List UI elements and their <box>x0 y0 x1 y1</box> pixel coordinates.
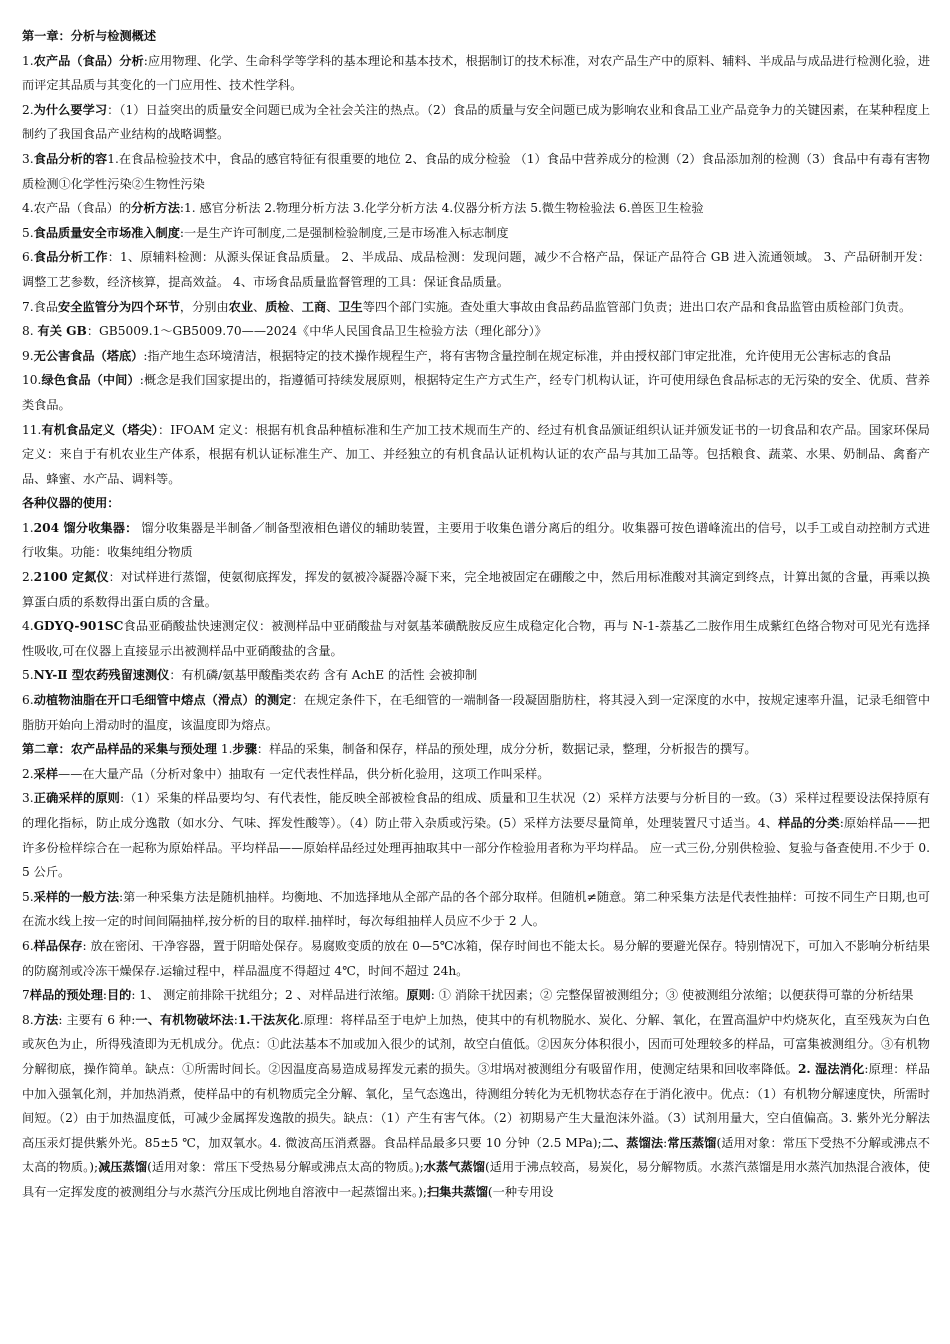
text-run: ：有机磷/氨基甲酸酯类农药 含有 AchE 的活性 会被抑制 <box>169 668 478 683</box>
bold-term: 食品分析的容 <box>33 151 108 166</box>
bold-term: 为什么要学习 <box>33 102 108 117</box>
bold-term: 扫集共蒸馏 <box>426 1184 488 1199</box>
bold-term: 水蒸气蒸馏 <box>423 1160 485 1175</box>
bold-term: 采样的一般方法 <box>33 889 120 904</box>
text-run: ：IFOAM 定义：根据有机食品种植标准和生产加工技术规而生产的、经过有机食品颁证组织认证并颁发证书的一切食品和农产品。国家环保局定义：来自于有机农业生产体系，根据有机认证标准生产、加工、并经独立的有机食品认证机构认证的农产品与其加工品等。包括粮食、蔬菜、水果、奶制品、禽畜产品、蜂蜜、水产品、调料等。 <box>22 422 930 486</box>
paragraph <box>22 688 930 737</box>
paragraph <box>22 295 930 320</box>
text-run: ：GB5009.1～GB5009.70——2024《中华人民国食品卫生检验方法（理化部分）》 <box>86 324 547 339</box>
text-run: 食品亚硝酸盐快速测定仪：被测样品中亚硝酸盐与对氨基苯磺酰胺反应生成稳定化合物，再与 N-1-萘基乙二胺作用生成紫红色络合物对可见光有选择性吸收,可在仪器上直接显示出被测样品中亚硝酸盐的含量。 <box>22 619 930 658</box>
bold-term: 有机食品定义（塔尖） <box>41 422 159 437</box>
bold-term: 目的 <box>107 988 132 1003</box>
text-run: 2. <box>22 570 34 585</box>
bold-term: 各种仪器的使用： <box>22 496 120 511</box>
bold-term: 无公害食品（塔底） <box>33 348 144 363</box>
text-run: 3. <box>22 791 34 806</box>
paragraph <box>22 1008 930 1205</box>
text-run: : 主要有 6 种: <box>58 1012 136 1027</box>
bold-term: 样品的预处理 <box>29 988 103 1003</box>
text-run: ：在规定条件下，在毛细管的一端制备一段凝固脂肪柱，将其浸入到一定深度的水中，按规定速率升温，记录毛细管中脂肪开始向上滑动时的温度，该温度即为熔点。 <box>22 693 931 732</box>
text-run: 10. <box>22 373 42 388</box>
text-run: 5. <box>22 889 34 904</box>
text-run: :第一种采集方法是随机抽样。均衡地、不加选择地从全部产品的各个部分取样。但随机≠随意。第二种采集方法是代表性抽样：可按不同生产日期,也可在流水线上按一定的时间间隔抽样,按分析的目的取样.抽样时，每次每组抽样人员应不少于 2 人。 <box>22 889 930 929</box>
text-run: 馏分收集器是半制备／制备型液相色谱仪的辅助装置，主要用于收集色谱分离后的组分。收集器可按色谱峰流出的信号，以手工或自动控制方式进行收集。功能：收集纯组分物质 <box>22 520 930 560</box>
text-run: :概念是我们国家提出的，指遵循可持续发展原则，根据特定生产方式生产，经专门机构认证，许可使用绿色食品标志的无污染的安全、优质、营养类食品。 <box>22 373 931 412</box>
paragraph <box>22 98 930 147</box>
bold-term: 农业 <box>228 299 254 314</box>
text-run: 1. <box>217 742 233 757</box>
bold-term: 正确采样的原则 <box>33 791 120 806</box>
bold-term: 一、有机物破坏法 <box>135 1012 234 1027</box>
bold-term: GDYQ-901SC <box>33 619 124 634</box>
bold-term: 分析方法 <box>131 201 180 216</box>
document-page <box>22 24 930 1205</box>
text-run: : 1、 测定前排除干扰组分；2 、对样品进行浓缩。 <box>131 988 407 1003</box>
text-run: 11. <box>22 422 42 437</box>
paragraph <box>22 147 930 196</box>
text-run: 1. <box>22 53 34 68</box>
bold-term: 204 馏分收集器： <box>33 520 138 535</box>
text-run: :（1）采集的样品要均匀、有代表性，能反映全部被检食品的组成、质量和卫生状况（2）采样方法要与分析目的一致。（3）采样过程要设法保持原有的理化指标，防止成分逸散（如水分、气味、挥发性酸等）。（4）防止带入杂质或污染。(5）采样方法要尽量简单，处理装置尺寸适当。4、 <box>22 791 930 830</box>
paragraph <box>22 49 930 98</box>
document-body <box>22 49 930 1205</box>
text-run: 7.食品 <box>22 299 59 314</box>
paragraph <box>22 245 930 294</box>
text-run: 8. <box>22 1012 34 1027</box>
text-run: 7 <box>22 988 30 1003</box>
text-run: : <box>102 988 107 1003</box>
text-run: : 放在密闭、干净容器，置于阴暗处保存。易腐败变质的放在 0—5℃冰箱，保存时间也不能太长。易分解的要避光保存。特别情况下，可加入不影响分析结果的防腐剂或冷冻干燥保存.运输过程中，样品温度不得超过 4℃，时间不超过 24h。 <box>22 938 930 978</box>
text-run: (一种专用设 <box>487 1184 554 1199</box>
text-run: 2. <box>22 102 34 117</box>
text-run: ：（1）日益突出的质量安全问题已成为全社会关注的热点。（2）食品的质量与安全问题已成为影响农业和食品工业产品竞争力的关键因素，在某种程度上制约了我国食品产业结构的战略调整。 <box>22 102 931 142</box>
paragraph <box>22 663 930 688</box>
text-run: :原始样品——把许多份检样综合在一起称为原始样品。平均样品——原始样品经过处理再抽取其中一部分作检验用者称为平均样品。 应一式三份,分别供检验、复验与备查使用.不少于 0.5 公斤。 <box>22 816 930 880</box>
text-run: 5. <box>22 225 34 240</box>
text-run: 、 <box>253 299 266 314</box>
text-run: 4.农产品（食品）的 <box>22 201 132 216</box>
paragraph <box>22 196 930 221</box>
text-run: ，分别由 <box>179 299 229 314</box>
bold-term: 常压蒸馏 <box>667 1135 717 1150</box>
bold-term: 卫生 <box>338 299 363 314</box>
text-run: 6. <box>22 250 34 265</box>
text-run: : <box>663 1135 668 1150</box>
text-run: 5. <box>22 668 34 683</box>
paragraph <box>22 319 930 344</box>
bold-term: 绿色食品（中间） <box>41 373 140 388</box>
bold-term: 第二章：农产品样品的采集与预处理 <box>22 742 217 757</box>
text-run: :指产地生态环境清洁，根据特定的技术操作规程生产，将有害物含量控制在规定标准，并由授权部门审定批准，允许使用无公害标志的食品 <box>143 348 891 363</box>
bold-term: 食品质量安全市场准入制度 <box>33 225 180 240</box>
text-run: :一是生产许可制度,二是强制检验制度,三是市场准入标志制度 <box>179 225 509 240</box>
text-run: .原理：将样品至于电炉上加热，使其中的有机物脱水、炭化、分解、氧化，在置高温炉中灼烧灰化，直至残灰为白色或灰色为止，所得残渣即为无机成分。优点：①此法基本不加或加入很少的试剂，故空白值低。②因灰分体积很小，因而可处理较多的样品，可富集被测组分。③有机物分解彻底，操作简单。缺点：①所需时间长。②因温度高易造成易挥发元素的损失。③坩埚对被测组分有吸留作用，使测定结果和回收率降低。 <box>22 1012 931 1076</box>
text-run: 1. <box>22 520 34 535</box>
text-run: 9. <box>22 348 34 363</box>
paragraph <box>22 344 930 369</box>
paragraph <box>22 368 930 417</box>
text-run: 1.在食品检验技术中，食品的感官特征有很重要的地位 2、食品的成分检验 （1）食品中营养成分的检测（2）食品添加剂的检测（3）食品中有毒有害物质检测①化学性污染②生物性污染 <box>22 151 930 191</box>
text-run: : <box>233 1012 238 1027</box>
bold-term: 农产品（食品）分析 <box>33 53 144 68</box>
text-run: 6. <box>22 938 34 953</box>
text-run: 8. <box>22 324 38 339</box>
bold-term: 采样 <box>33 766 59 781</box>
bold-term: 方法 <box>33 1012 59 1027</box>
text-run: 3. <box>22 151 34 166</box>
bold-term: 动植物油脂在开口毛细管中熔点（滑点）的测定 <box>33 693 292 708</box>
text-run: 2. <box>22 766 34 781</box>
bold-term: 安全监管分为四个环节 <box>58 299 180 314</box>
paragraph <box>22 221 930 246</box>
text-run: 、 <box>289 299 302 314</box>
text-run: ：1、原辅料检测：从源头保证食品质量。 2、半成品、成品检测：发现问题，减少不合格产品，保证产品符合 GB 进入流通领域。 3、产品研制开发：调整工艺参数，经济核算，提高效益。 4、市场食品质量监督管理的工具：保证食品质量。 <box>22 250 931 289</box>
bold-term: 样品的分类 <box>778 816 840 830</box>
paragraph <box>22 565 930 614</box>
paragraph <box>22 934 930 983</box>
bold-term: NY-Ⅱ 型农药残留速测仪 <box>33 668 170 683</box>
text-run: (适用对象：常压下受热不分解或沸点不太高的物质。); <box>22 1135 930 1175</box>
paragraph <box>22 983 930 1008</box>
bold-term: 有关 GB <box>37 324 87 339</box>
paragraph <box>22 786 930 884</box>
bold-term: 食品分析工作 <box>33 250 108 265</box>
text-run: ：样品的采集，制备和保存，样品的预处理，成分分析，数据记录，整理，分析报告的撰写。 <box>256 742 757 757</box>
bold-term: 原则 <box>406 988 431 1003</box>
paragraph <box>22 614 930 663</box>
text-run: 等四个部门实施。查处重大事故由食品药品监管部门负责；进出口农产品和食品监管由质检部门负责。 <box>362 299 912 314</box>
text-run: : ① 消除干扰因素；② 完整保留被测组分；③ 使被测组分浓缩；以便获得可靠的分析结果 <box>430 988 914 1003</box>
text-run: :应用物理、化学、生命科学等学科的基本理论和基本技术，根据制订的技术标准，对农产品生产中的原料、辅料、半成品与成品进行检测化验，进而评定其品质与其变化的一门应用性、技术性学科。 <box>22 53 931 93</box>
bold-term: 1.干法灰化 <box>237 1012 300 1027</box>
chapter-title: 第一章：分析与检测概述 <box>22 29 157 43</box>
text-run: (适用对象：常压下受热易分解或沸点太高的物质。); <box>147 1160 424 1175</box>
bold-term: 2100 定氮仪 <box>33 570 109 585</box>
bold-term: 二、蒸馏法 <box>601 1135 664 1150</box>
paragraph <box>22 762 930 787</box>
bold-term: 样品保存 <box>33 938 83 953</box>
paragraph <box>22 737 930 762</box>
text-run: :1. 感官分析法 2.物理分析方法 3.化学分析方法 4.仪器分析方法 5.微生物检验法 6.兽医卫生检验 <box>179 201 704 216</box>
bold-term: 步骤 <box>232 742 257 757</box>
bold-term: 质检 <box>265 299 290 314</box>
text-run: 4. <box>22 619 34 634</box>
text-run: 、 <box>326 299 339 314</box>
paragraph <box>22 885 930 934</box>
paragraph <box>22 516 930 565</box>
bold-term: 2. 湿法消化 <box>797 1061 865 1076</box>
text-run: ：对试样进行蒸馏，使氨彻底挥发，挥发的氨被冷凝器冷凝下来，完全地被固定在硼酸之中，然后用标准酸对其滴定到终点，计算出氮的含量，再乘以换算蛋白质的系数得出蛋白质的含量。 <box>22 570 930 609</box>
text-run: :原理：样品中加入强氧化剂，并加热消煮，使样品中的有机物质完全分解、氧化，呈气态逸出，待测组分转化为无机物状态存在于消化液中。优点：（1）有机物分解速度快，所需时间短。（2）由于加热温度低，可减少金属挥发逸散的损失。缺点：（1）产生有害气体。（2）初期易产生大量泡沫外溢。（3）试剂用量大，空白值偏高。3. 紫外光分解法高压汞灯提供紫外光。85±5 ℃，加双氧水。4. 微波高压消煮器。食品样品最多只要 10 分钟（2.5 MPa); <box>22 1061 931 1150</box>
bold-term: 减压蒸馏 <box>98 1160 148 1175</box>
paragraph <box>22 418 930 492</box>
bold-term: 工商 <box>301 299 327 314</box>
text-run: 6. <box>22 693 34 708</box>
text-run: (适用于沸点较高，易炭化，易分解物质。水蒸汽蒸馏是用水蒸汽加热混合液体，使具有一定挥发度的被测组分与水蒸汽分压成比例地自溶液中一起蒸馏出来。); <box>22 1160 931 1199</box>
paragraph <box>22 491 930 516</box>
text-run: ——在大量产品（分析对象中）抽取有 一定代表性样品，供分析化验用，这项工作叫采样。 <box>58 766 550 781</box>
